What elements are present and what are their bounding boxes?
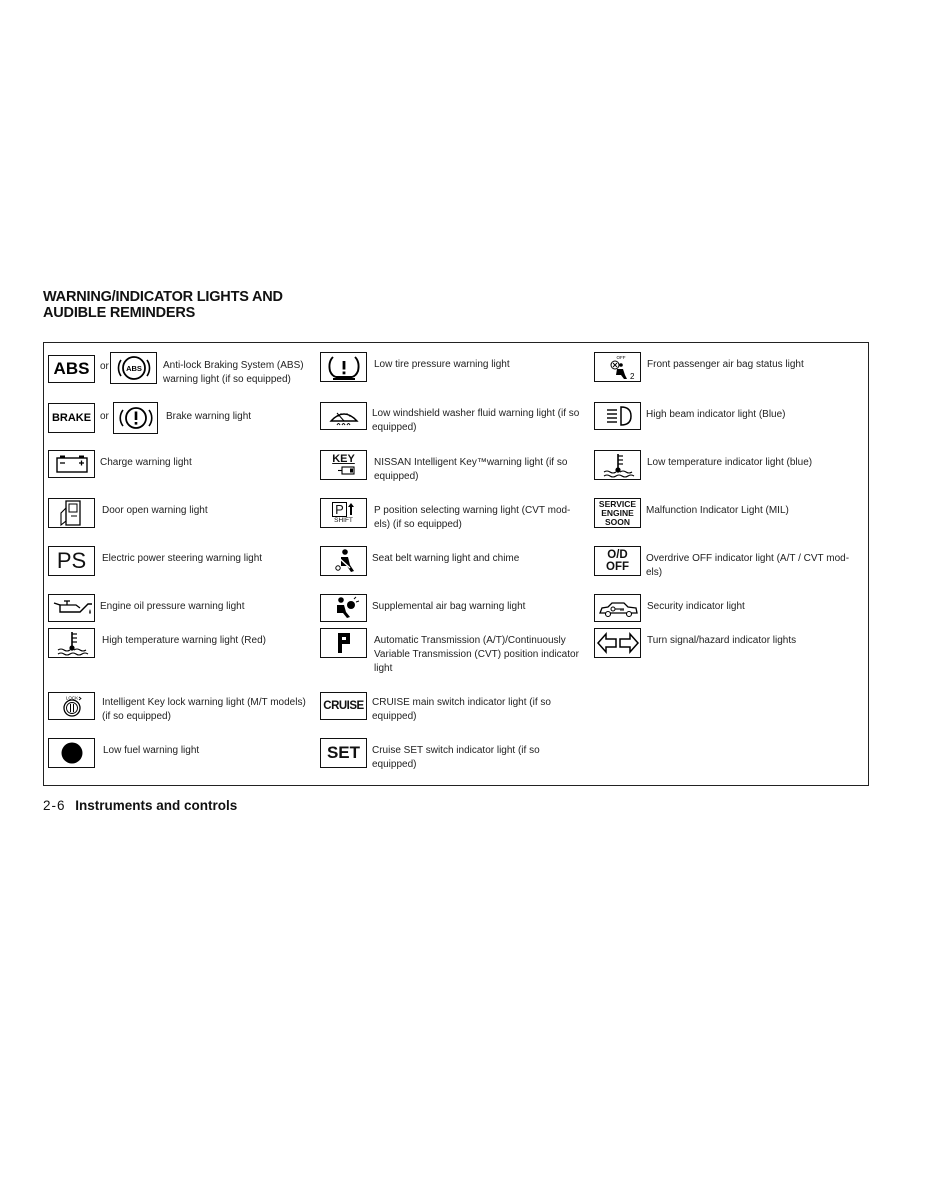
section-title-line2: AUDIBLE REMINDERS [43,305,196,321]
ps-text: PS [56,548,87,573]
key-lock-icon [48,692,95,720]
overdrive-off-label: Overdrive OFF indicator light (A/T / CVT mod-els) [646,553,850,578]
high-temp-label: High temperature warning light (Red) [102,635,266,646]
abs-circle-icon [110,352,157,384]
soon-text: SOON [604,516,631,527]
set-text: SET [326,743,361,762]
page-number: 2-6 [43,798,66,813]
cruise-text: CRUISE [323,700,364,712]
oil-can-icon [48,594,95,622]
turn-signal-label: Turn signal/hazard indicator lights [647,635,797,646]
intelligent-key-label: NISSAN Intelligent Key™warning light (if so equipped) [374,457,568,482]
tire-pressure-icon [320,352,367,382]
brake-circle-icon [113,402,158,434]
seat-belt-label: Seat belt warning light and chime [372,553,520,564]
cruise-set-icon [320,738,367,768]
service-engine-soon-icon [594,498,641,528]
cruise-label: CRUISE main switch indicator light (if so equipped) [372,697,551,722]
key-lock-label: Intelligent Key lock warning light (M/T models) (if so equipped) [102,697,306,722]
security-icon [594,594,641,622]
transmission-position-label: Automatic Transmission (A/T)/Continuously Variable Transmission (CVT) position indicator light [374,635,579,674]
cruise-icon [320,692,367,720]
transmission-position-icon [320,628,367,658]
service-text: SERVICE [598,498,637,509]
abs-icon: ABS [48,355,95,383]
p-box-text: P [332,502,347,517]
lock-text: LOCK [65,695,78,701]
shift-text: SHIFT [334,516,353,524]
passenger-airbag-status-icon [594,352,641,382]
high-beam-label: High beam indicator light (Blue) [646,409,786,420]
overdrive-off-icon [594,546,641,576]
or-label: or [100,411,109,422]
low-fuel-icon [48,738,95,768]
mil-label: Malfunction Indicator Light (MIL) [646,505,789,516]
od-off-text: OFF [606,561,629,573]
airbag-icon [320,594,367,622]
door-open-icon [48,498,95,528]
engine-text: ENGINE [601,507,634,518]
passenger-airbag-label: Front passenger air bag status light [647,359,804,370]
door-open-label: Door open warning light [102,505,208,516]
tire-pressure-label: Low tire pressure warning light [374,359,510,370]
page-footer [43,798,237,813]
section-title-line1: WARNING/INDICATOR LIGHTS AND [43,289,283,305]
off-text: OFF [616,355,625,360]
abs-warning-label: Anti-lock Braking System (ABS) warning light (if so equipped) [163,360,304,385]
abs-small-text: ABS [125,364,142,373]
key-text: KEY [332,452,355,465]
coolant-temp-icon [48,628,95,658]
section-title [43,289,283,321]
or-label: or [100,361,109,372]
security-label: Security indicator light [647,601,745,612]
washer-fluid-label: Low windshield washer fluid warning light (if so equipped) [372,408,580,433]
cruise-set-label: Cruise SET switch indicator light (if so equipped) [372,745,540,770]
two-text: 2 [629,372,634,381]
power-steering-icon [48,546,95,576]
oil-pressure-label: Engine oil pressure warning light [100,601,245,612]
p-position-label: P position selecting warning light (CVT mod-els) (if so equipped) [374,505,571,530]
brake-warning-label: Brake warning light [166,411,252,422]
low-temp-label: Low temperature indicator light (blue) [647,457,813,468]
od-text: O/D [607,549,628,561]
airbag-label: Supplemental air bag warning light [372,601,526,612]
power-steering-label: Electric power steering warning light [102,553,263,564]
section-name: Instruments and controls [75,798,238,813]
intelligent-key-icon [320,450,367,480]
battery-icon [48,450,95,478]
brake-text-icon: BRAKE [48,403,95,433]
low-temp-icon [594,450,641,480]
charge-warning-label: Charge warning light [100,457,192,468]
low-fuel-label: Low fuel warning light [103,745,200,756]
p-position-icon [320,498,367,528]
washer-fluid-icon [320,402,367,430]
seat-belt-icon [320,546,367,576]
high-beam-icon [594,402,641,430]
turn-signal-icon [594,628,641,658]
